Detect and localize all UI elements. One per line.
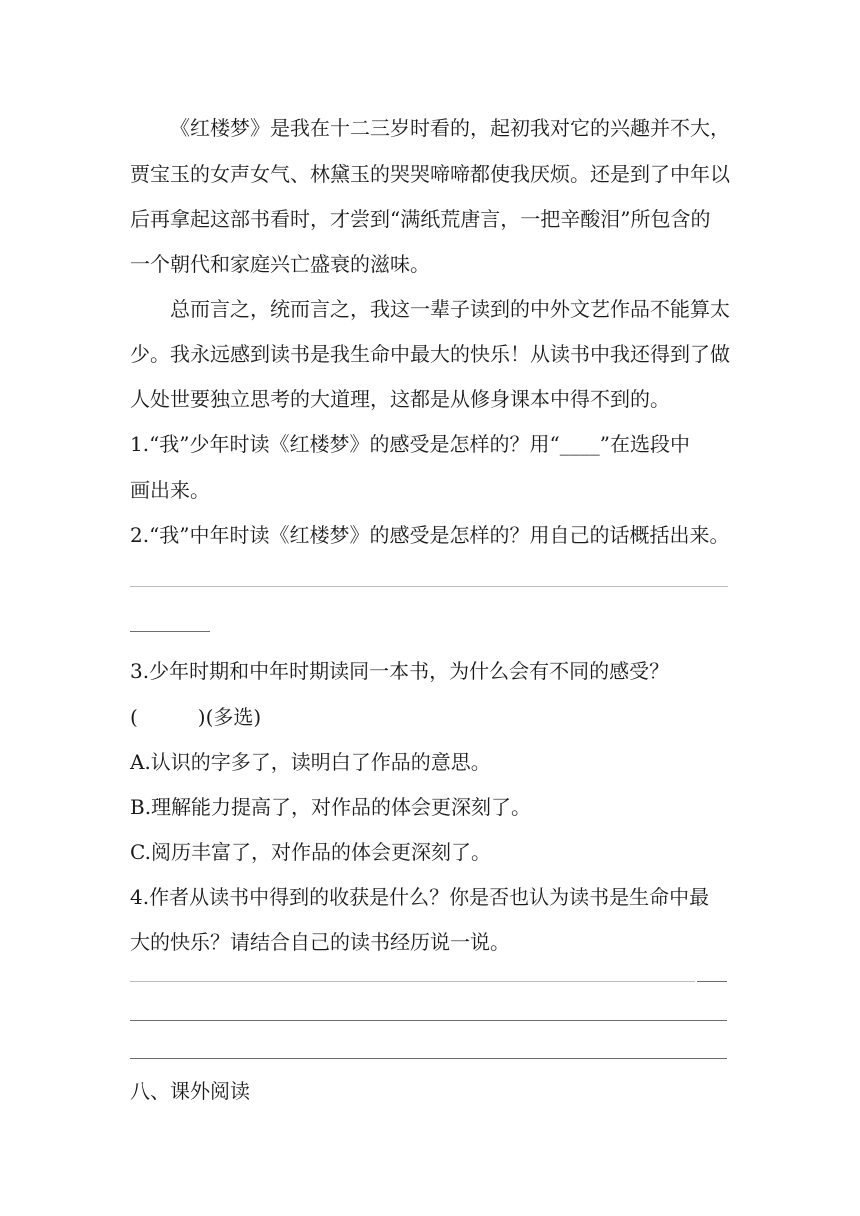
answer-line-q4-1[interactable] [130, 981, 695, 982]
answer-line-q4-1-tail [697, 981, 727, 982]
question-1-line-1: 1.“我”少年时读《红楼梦》的感受是怎样的？用“____”在选段中 [130, 432, 690, 456]
answer-line-q4-2[interactable] [130, 1020, 727, 1021]
section-heading: 八、课外阅读 [130, 1079, 250, 1103]
question-2: 2.“我”中年时读《红楼梦》的感受是怎样的？用自己的话概括出来。 [130, 523, 730, 547]
passage-p1-line-3: 后再拿起这部书看时，才尝到“满纸荒唐言，一把辛酸泪”所包含的 [130, 207, 711, 231]
option-a: A.认识的字多了，读明白了作品的意思。 [130, 750, 491, 774]
passage-p2-line-2: 少。我永远感到读书是我生命中最大的快乐！从读书中我还得到了做 [130, 342, 730, 366]
question-4-line-1: 4.作者从读书中得到的收获是什么？你是否也认为读书是生命中最 [130, 885, 710, 909]
question-1-line-2: 画出来。 [130, 478, 210, 502]
passage-p1-line-4: 一个朝代和家庭兴亡盛衰的滋味。 [130, 252, 430, 276]
answer-line-q4-3[interactable] [130, 1058, 727, 1059]
question-3-line-1: 3.少年时期和中年时期读同一本书，为什么会有不同的感受？ [130, 659, 670, 683]
passage-p1-line-2: 贾宝玉的女声女气、林黛玉的哭哭啼啼都使我厌烦。还是到了中年以 [130, 162, 730, 186]
option-b: B.理解能力提高了，对作品的体会更深刻了。 [130, 795, 532, 819]
option-c: C.阅历丰富了，对作品的体会更深刻了。 [130, 840, 491, 864]
question-3-line-2: ( )(多选) [130, 705, 262, 729]
question-4-line-2: 大的快乐？请结合自己的读书经历说一说。 [130, 930, 510, 954]
answer-line-q2-1[interactable] [130, 586, 728, 587]
passage-p2-line-3: 人处世要独立思考的大道理，这都是从修身课本中得不到的。 [130, 387, 670, 411]
answer-line-q2-2[interactable] [130, 631, 210, 632]
passage-p1-line-1: 《红楼梦》是我在十二三岁时看的，起初我对它的兴趣并不大， [170, 116, 730, 140]
passage-p2-line-1: 总而言之，统而言之，我这一辈子读到的中外文艺作品不能算太 [170, 297, 730, 321]
